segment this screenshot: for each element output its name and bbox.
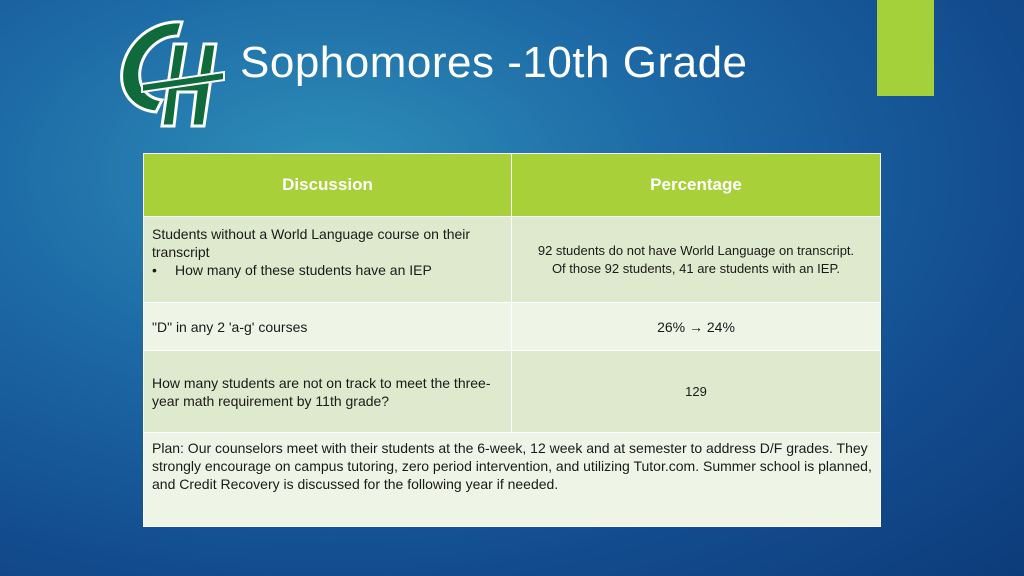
bullet-text: How many of these students have an IEP [175, 262, 432, 278]
table-row [144, 303, 881, 351]
percentage-line: Of those 92 students, 41 are students with an IEP. [551, 260, 841, 276]
table-row [144, 351, 881, 433]
data-table [143, 153, 880, 527]
slide-title: Sophomores -10th Grade [240, 38, 748, 87]
percentage-cell [512, 217, 881, 303]
ch-school-logo-icon [112, 14, 230, 132]
plan-cell: Plan: Our counselors meet with their students at the 6-week, 12 week and at semester to address D/F grades. They strongly encourage on campus tutoring, zero period intervention, and utilizing Tutor.com. Summer school is planned, and Credit Recovery is discussed for the following year if needed. [144, 433, 881, 527]
percentage-cell: 26% → 24% [512, 303, 881, 351]
discussion-cell [144, 217, 512, 303]
percentage-line: 92 students do not have World Language on transcript. [537, 242, 855, 258]
bullet-item: • How many of these students have an IEP [152, 262, 432, 278]
discussion-cell: "D" in any 2 'a-g' courses [144, 303, 512, 351]
accent-bar [877, 0, 934, 96]
header-percentage: Percentage [512, 154, 881, 217]
table-row [144, 433, 881, 527]
header-discussion: Discussion [144, 154, 512, 217]
table-row [144, 217, 881, 303]
percentage-cell: 129 [512, 351, 881, 433]
discussion-text: Students without a World Language course on their transcript [152, 226, 471, 260]
discussion-cell: How many students are not on track to meet the three-year math requirement by 11th grade? [144, 351, 512, 433]
